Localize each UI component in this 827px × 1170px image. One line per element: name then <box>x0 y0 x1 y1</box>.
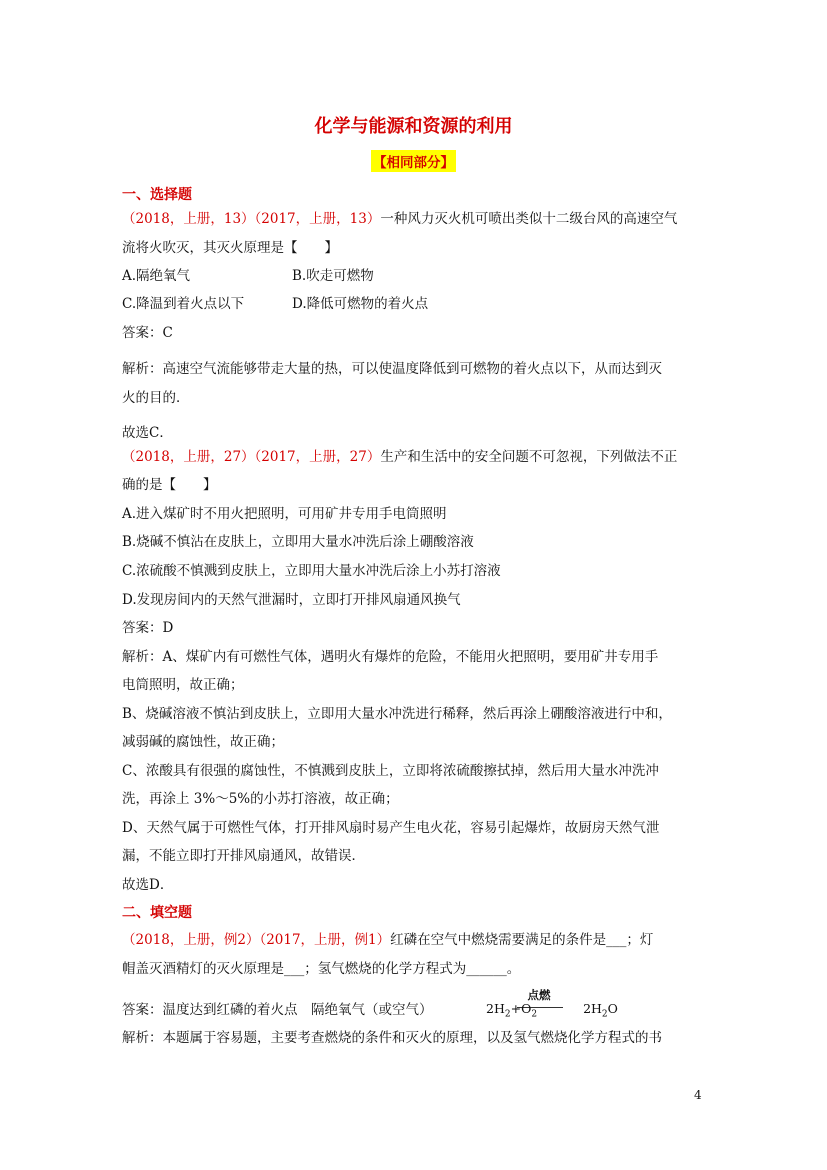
q1-stem-text: 一种风力灭火机可喷出类似十二级台风的高速空气 <box>380 211 678 227</box>
q2-answer: 答案：D <box>122 620 174 636</box>
section-heading-choice: 一、选择题 <box>122 187 192 203</box>
badge-wrap <box>0 150 827 172</box>
section-badge: 【相同部分】 <box>371 150 456 172</box>
q3-answer: 答案：温度达到红磷的着火点 隔绝氧气（或空气） <box>122 1002 433 1018</box>
reaction-condition: 点燃 <box>527 988 551 1002</box>
q2-choice: 故选D． <box>122 877 174 893</box>
q1-analysis-line2: 火的目的． <box>122 390 190 406</box>
q2-stem-line2: 确的是【 】 <box>122 477 217 493</box>
q2-option-a: A.进入煤矿时不用火把照明，可用矿井专用手电筒照明 <box>122 506 447 522</box>
q1-source: （2018，上册，13）（2017，上册，13） <box>122 211 381 227</box>
eq-sub2: 2 <box>531 1009 538 1020</box>
q2-analysis-line5: C、浓酸具有很强的腐蚀性，不慎溅到皮肤上，立即将浓硫酸擦拭掉，然后用大量水冲洗冲 <box>122 763 659 779</box>
q1-answer: 答案：C <box>122 325 173 341</box>
q1-option-d: D.降低可燃物的着火点 <box>292 296 429 312</box>
eq-plus: +O <box>510 1001 532 1016</box>
q2-analysis-line7: D、天然气属于可燃性气体，打开排风扇时易产生电火花，容易引起爆炸，故厨房天然气泄 <box>122 820 660 836</box>
q1-option-b: B.吹走可燃物 <box>292 268 374 284</box>
q1-option-c: C.降温到着火点以下 <box>122 296 245 312</box>
q3-stem-line2: 帽盖灭酒精灯的灭火原理是___；氢气燃烧的化学方程式为______。 <box>122 961 521 977</box>
eq-sub3: 2 <box>601 1009 608 1020</box>
q2-analysis-line3: B、烧碱溶液不慎沾到皮肤上，立即用大量水冲洗进行稀释，然后再涂上硼酸溶液进行中和， <box>122 706 672 722</box>
q1-analysis-line1: 解析：高速空气流能够带走大量的热，可以使温度降低到可燃物的着火点以下，从而达到灭 <box>122 361 662 377</box>
eq-rhs: 2H <box>583 1001 602 1016</box>
q1-stem-line1 <box>122 210 677 228</box>
q1-stem-line2: 流将火吹灭，其灭火原理是【 】 <box>122 240 338 256</box>
q2-stem-line1 <box>122 448 677 466</box>
q2-option-b: B.烧碱不慎沾在皮肤上，立即用大量水冲洗后涂上硼酸溶液 <box>122 534 474 550</box>
q2-analysis-line8: 漏，不能立即打开排风扇通风，故错误． <box>122 848 365 864</box>
q2-option-c: C.浓硫酸不慎溅到皮肤上，立即用大量水冲洗后涂上小苏打溶液 <box>122 563 501 579</box>
eq-rhs2: O <box>607 1001 618 1016</box>
q2-option-d: D.发现房间内的天然气泄漏时，立即打开排风扇通风换气 <box>122 592 461 608</box>
q2-source: （2018，上册，27）（2017，上册，27） <box>122 449 381 465</box>
chemical-equation <box>486 1001 618 1020</box>
q3-stem-text: 红磷在空气中燃烧需要满足的条件是___；灯 <box>390 932 654 948</box>
q2-analysis-line2: 电筒照明，故正确； <box>122 677 244 693</box>
q2-analysis-line4: 减弱碱的腐蚀性，故正确； <box>122 734 284 750</box>
q2-analysis-line6: 洗，再涂上 3%～5%的小苏打溶液，故正确； <box>122 791 399 807</box>
q1-choice: 故选C． <box>122 425 173 441</box>
eq-sub1: 2 <box>504 1009 511 1020</box>
q3-analysis-line1: 解析：本题属于容易题，主要考查燃烧的条件和灭火的原理，以及氢气燃烧化学方程式的书 <box>122 1030 662 1046</box>
q3-stem-line1 <box>122 931 653 949</box>
q2-stem-text: 生产和生活中的安全问题不可忽视，下列做法不正 <box>380 449 678 465</box>
q3-source: （2018，上册，例2）（2017，上册，例1） <box>122 932 391 948</box>
eq-lhs1: 2H <box>486 1001 505 1016</box>
q2-analysis-line1: 解析：A、煤矿内有可燃性气体，遇明火有爆炸的危险，不能用火把照明，要用矿井专用手 <box>122 649 659 665</box>
page-number: 4 <box>694 1088 702 1102</box>
page-title: 化学与能源和资源的利用 <box>314 116 513 137</box>
section-heading-fill: 二、填空题 <box>122 905 192 921</box>
q1-option-a: A.隔绝氧气 <box>122 268 191 284</box>
